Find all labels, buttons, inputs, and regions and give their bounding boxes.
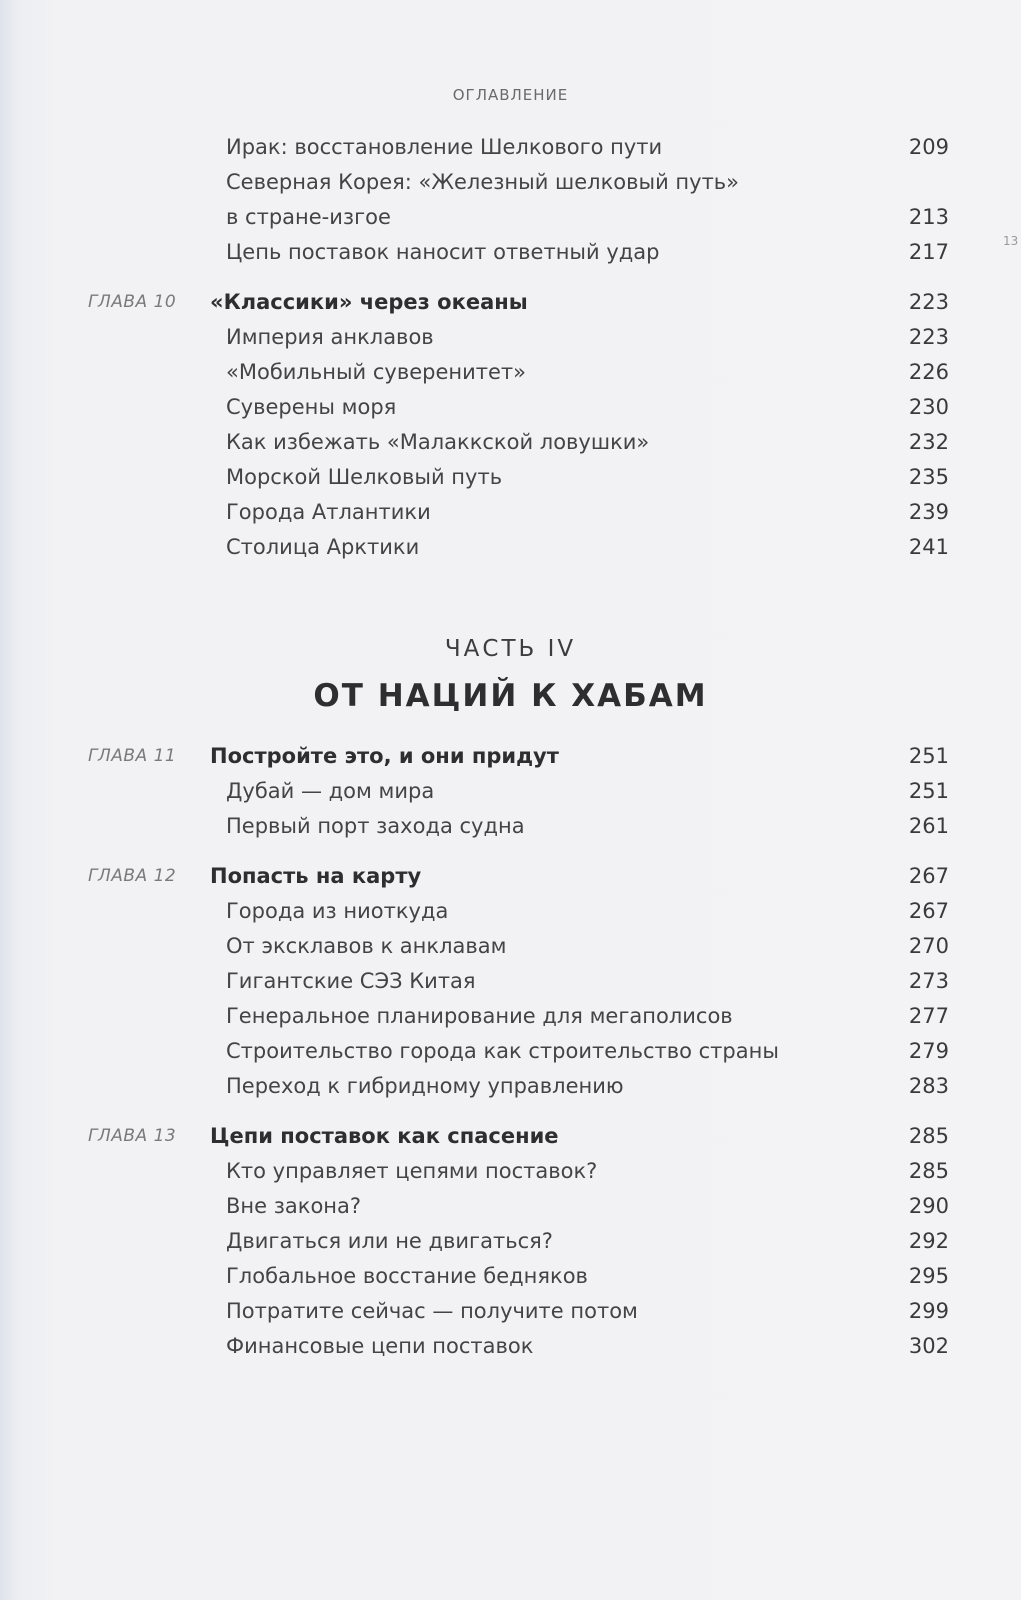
chapter-title: «Классики» через океаны xyxy=(210,290,528,314)
toc-entry-page: 273 xyxy=(908,969,949,993)
part-number: ЧАСТЬ IV xyxy=(444,636,577,662)
spacer xyxy=(0,844,1021,859)
chapter-label: ГЛАВА 13 xyxy=(88,1126,177,1146)
toc-entry xyxy=(0,130,1021,165)
toc-entry xyxy=(0,964,1021,999)
toc-entry-title: Строительство города как строительство страны xyxy=(226,1039,779,1063)
chapter-label: ГЛАВА 12 xyxy=(88,866,177,886)
toc-entry xyxy=(0,320,1021,355)
chapter-heading xyxy=(0,285,1021,320)
spacer xyxy=(0,270,1021,285)
toc-entry-title: Северная Корея: «Железный шелковый путь» xyxy=(226,170,740,194)
chapter-page: 267 xyxy=(908,864,949,888)
toc-entry-page: 299 xyxy=(908,1299,949,1323)
toc-entry-page: 292 xyxy=(908,1229,949,1253)
part-heading xyxy=(0,633,1021,721)
toc-entry xyxy=(0,390,1021,425)
toc-entry xyxy=(0,530,1021,565)
toc-entry-page: 235 xyxy=(908,465,949,489)
toc-entry-title: Дубай — дом мира xyxy=(226,779,435,803)
toc-entry-page: 251 xyxy=(908,779,949,803)
toc-entry-title: Морской Шелковый путь xyxy=(226,465,503,489)
toc-entry-page: 232 xyxy=(908,430,949,454)
chapter-title: Постройте это, и они придут xyxy=(210,744,559,768)
toc-entry xyxy=(0,355,1021,390)
toc-entry xyxy=(0,1259,1021,1294)
toc-entry-page: 302 xyxy=(908,1334,949,1358)
toc-entry xyxy=(0,1154,1021,1189)
toc-entry xyxy=(0,1069,1021,1104)
toc-entry xyxy=(0,1329,1021,1364)
chapter-label: ГЛАВА 10 xyxy=(88,292,177,312)
toc-entry-page: 223 xyxy=(908,325,949,349)
toc-entry-page: 283 xyxy=(908,1074,949,1098)
chapter-page: 223 xyxy=(908,290,949,314)
toc-entry xyxy=(0,1224,1021,1259)
toc-entry-title: От эксклавов к анклавам xyxy=(226,934,507,958)
toc-entry xyxy=(0,165,1021,200)
toc-entry-title: Империя анклавов xyxy=(226,325,434,349)
chapter-title: Попасть на карту xyxy=(210,864,422,888)
toc-entry-title: Переход к гибридному управлению xyxy=(226,1074,624,1098)
toc-entry-page: 241 xyxy=(908,535,949,559)
toc-entry xyxy=(0,495,1021,530)
toc-entry xyxy=(0,425,1021,460)
toc-entry-title: Глобальное восстание бедняков xyxy=(226,1264,588,1288)
toc-entry xyxy=(0,809,1021,844)
toc-entry-title: в стране-изгое xyxy=(226,205,391,229)
toc-entry-page: 295 xyxy=(908,1264,949,1288)
toc-entry-page: 290 xyxy=(908,1194,949,1218)
toc-entry-title: Двигаться или не двигаться? xyxy=(226,1229,553,1253)
spacer xyxy=(0,1104,1021,1119)
toc-entry-title: Генеральное планирование для мегаполисов xyxy=(226,1004,733,1028)
toc-entry xyxy=(0,1189,1021,1224)
toc-entry xyxy=(0,999,1021,1034)
facing-page-number: 13 xyxy=(1003,234,1019,248)
table-of-contents xyxy=(0,130,1021,1364)
chapter-page: 285 xyxy=(908,1124,949,1148)
toc-entry-page: 270 xyxy=(908,934,949,958)
toc-entry-title: Как избежать «Малаккской ловушки» xyxy=(226,430,650,454)
toc-entry-page: 261 xyxy=(908,814,949,838)
toc-entry-title: Кто управляет цепями поставок? xyxy=(226,1159,598,1183)
chapter-page: 251 xyxy=(908,744,949,768)
chapter-heading xyxy=(0,739,1021,774)
toc-entry-page: 230 xyxy=(908,395,949,419)
toc-entry-title: «Мобильный суверенитет» xyxy=(226,360,526,384)
toc-entry-title: Финансовые цепи поставок xyxy=(226,1334,534,1358)
toc-entry-page: 279 xyxy=(908,1039,949,1063)
toc-entry xyxy=(0,894,1021,929)
chapter-title: Цепи поставок как спасение xyxy=(210,1124,559,1148)
toc-entry xyxy=(0,1294,1021,1329)
toc-entry xyxy=(0,1034,1021,1069)
running-head: ОГЛАВЛЕНИЕ xyxy=(452,86,569,104)
chapter-heading xyxy=(0,1119,1021,1154)
toc-entry-title: Суверены моря xyxy=(226,395,397,419)
toc-entry-page: 277 xyxy=(908,1004,949,1028)
toc-entry-title: Города из ниоткуда xyxy=(226,899,449,923)
toc-entry xyxy=(0,235,1021,270)
toc-entry-title: Первый порт захода судна xyxy=(226,814,525,838)
toc-entry-title: Вне закона? xyxy=(226,1194,362,1218)
toc-entry-title: Гигантские СЭЗ Китая xyxy=(226,969,476,993)
toc-entry-title: Потратите сейчас — получите потом xyxy=(226,1299,638,1323)
toc-entry xyxy=(0,929,1021,964)
chapter-label: ГЛАВА 11 xyxy=(88,746,177,766)
toc-entry-page: 217 xyxy=(908,240,949,264)
toc-entry-page: 285 xyxy=(908,1159,949,1183)
toc-entry-page: 209 xyxy=(908,135,949,159)
toc-entry xyxy=(0,460,1021,495)
toc-entry-page: 226 xyxy=(908,360,949,384)
toc-entry-title: Города Атлантики xyxy=(226,500,431,524)
toc-entry-page: 239 xyxy=(908,500,949,524)
toc-entry xyxy=(0,200,1021,235)
toc-entry-page: 213 xyxy=(908,205,949,229)
toc-entry-title: Столица Арктики xyxy=(226,535,420,559)
part-title: ОТ НАЦИЙ К ХАБАМ xyxy=(313,678,708,714)
toc-entry-page: 267 xyxy=(908,899,949,923)
toc-entry xyxy=(0,774,1021,809)
chapter-heading xyxy=(0,859,1021,894)
toc-entry-title: Ирак: восстановление Шелкового пути xyxy=(226,135,663,159)
toc-entry-title: Цепь поставок наносит ответный удар xyxy=(226,240,660,264)
